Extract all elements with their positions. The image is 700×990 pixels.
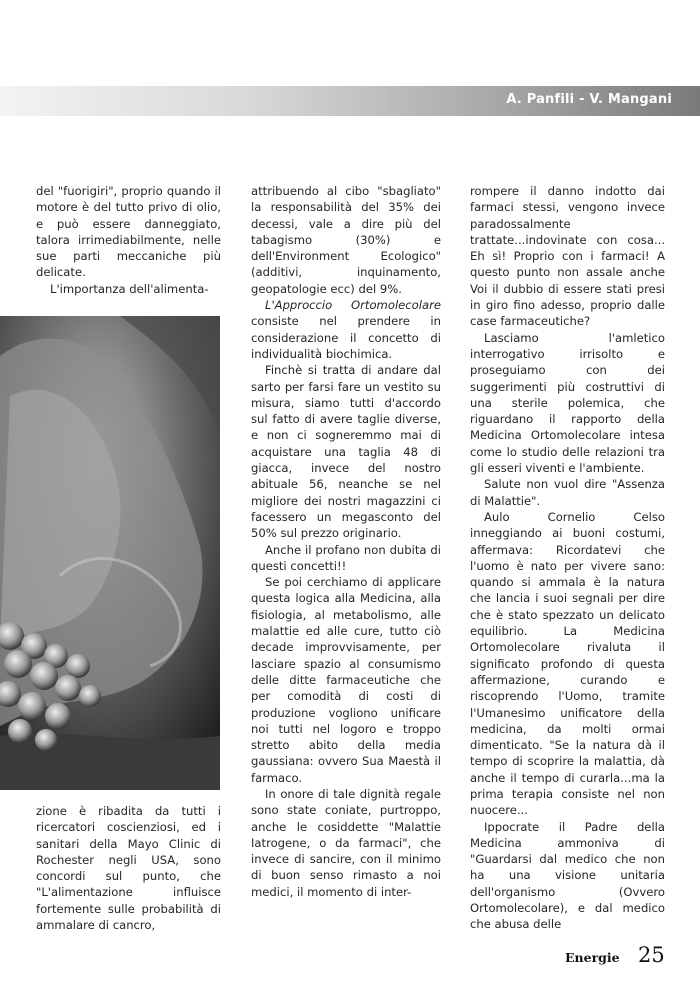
italic-term: L'Approccio Ortomolecolare	[265, 298, 441, 313]
column-3	[470, 183, 665, 933]
article-authors: A. Panfili - V. Mangani	[506, 92, 672, 107]
paragraph: attribuendo al cibo "sbagliato" la responsabilità del 35% dei decessi, vale a dire più del tabagismo (30%) e dell'Environment Ecologico" (additivi, inquinamento, geopatologie ecc) del 9%.	[251, 184, 441, 296]
paragraph: Aulo Cornelio Celso inneggiando ai buoni costumi, affermava: Ricordatevi che l'uomo è nato per vivere sano: quando si ammala è la natura che lancia i suoi segnali per dire che è stato spezzato un delicato equilibrio. La Medicina Ortomolecolare rivaluta il significato profondo di questa affermazione, curando e riscoprendo l'Uomo, tramite l'Umanesimo unificatore della medicina, da molti ormai dimenticato. "Se la natura dà il tempo di scoprire la malattia, dà anche il tempo di curarla...ma la prima terapia consiste nel non nuocere...	[470, 509, 665, 818]
column-1-top	[36, 183, 221, 297]
column-1-bottom	[36, 803, 221, 933]
paragraph: zione è ribadita da tutti i ricercatori coscienziosi, ed i sanitari della Mayo Clinic di Rochester negli USA, sono concordi sul punto, che "L'alimentazione influisce fortemente sulle probabilità di ammalare di cancro,	[36, 804, 221, 933]
column-2	[251, 183, 441, 900]
paragraph: Se poi cerchiamo di applicare questa logica alla Medicina, alla fisiologia, al metabolismo, alle malattie ed alle cure, tutto ciò decade improvvisamente, per lasciare spazio al consumismo delle ditte farmaceutiche che per comodità di costi di produzione vogliono unificare noi tutti nel logoro e troppo stretto abito della media gaussiana: ovvero Sua Maestà il farmaco.	[251, 575, 441, 785]
paragraph: Anche il profano non dubita di questi concetti!!	[251, 542, 441, 573]
paragraph: Lasciamo l'amletico interrogativo irrisolto e proseguiamo con dei suggerimenti più costruttivi di una sterile polemica, che riguardano il rapporto della Medicina Ortomolecolare intesa come lo studio delle relazioni tra gli esseri viventi e l'ambiente.	[470, 330, 665, 476]
paragraph: Ippocrate il Padre della Medicina ammoniva di "Guardarsi dal medico che non ha una visione unitaria dell'organismo (Ovvero Ortomolecolare), e dal medico che abusa delle	[470, 819, 665, 932]
microscope-photo	[0, 316, 220, 790]
paragraph	[251, 297, 441, 362]
paragraph: Salute non vuol dire "Assenza di Malattie".	[470, 477, 665, 508]
paragraph: L'importanza dell'alimenta-	[50, 281, 209, 296]
paragraph: rompere il danno indotto dai farmaci stessi, vengono invece paradossalmente trattate...indovinate con cosa... Eh sì! Proprio con i farmaci! A questo punto non assale anche Voi il dubbio di essere stati presi in giro fino adesso, proprio dalle case farmaceutiche?	[470, 184, 665, 329]
cell-micrograph-image	[0, 316, 220, 790]
paragraph: Finchè si tratta di andare dal sarto per farsi fare un vestito su misura, siamo tutti d'accordo sul fatto di avere taglie diverse, e non ci sogneremmo mai di acquistare una taglia 48 di giacca, invece del nostro abituale 56, neanche se nel migliore dei nostri magazzini ci facessero un megasconto del 50% sul prezzo originario.	[251, 363, 441, 541]
page-number: 25	[638, 943, 665, 967]
paragraph: del "fuorigiri", proprio quando il motore è del tutto privo di olio, e può essere danneggiato, talora irrimediabilmente, nelle sue parti meccaniche più delicate.	[36, 184, 221, 280]
paragraph: In onore di tale dignità regale sono state coniate, purtroppo, anche le cosiddette "Malattie Iatrogene, o da farmaci", che invece di sancire, con il minimo di buon senso rimasto a noi medici, il momento di inter-	[251, 786, 441, 899]
paragraph-text: consiste nel prendere in considerazione il concetto di individualità biochimica.	[251, 314, 441, 361]
magazine-name: Energie	[565, 950, 620, 965]
